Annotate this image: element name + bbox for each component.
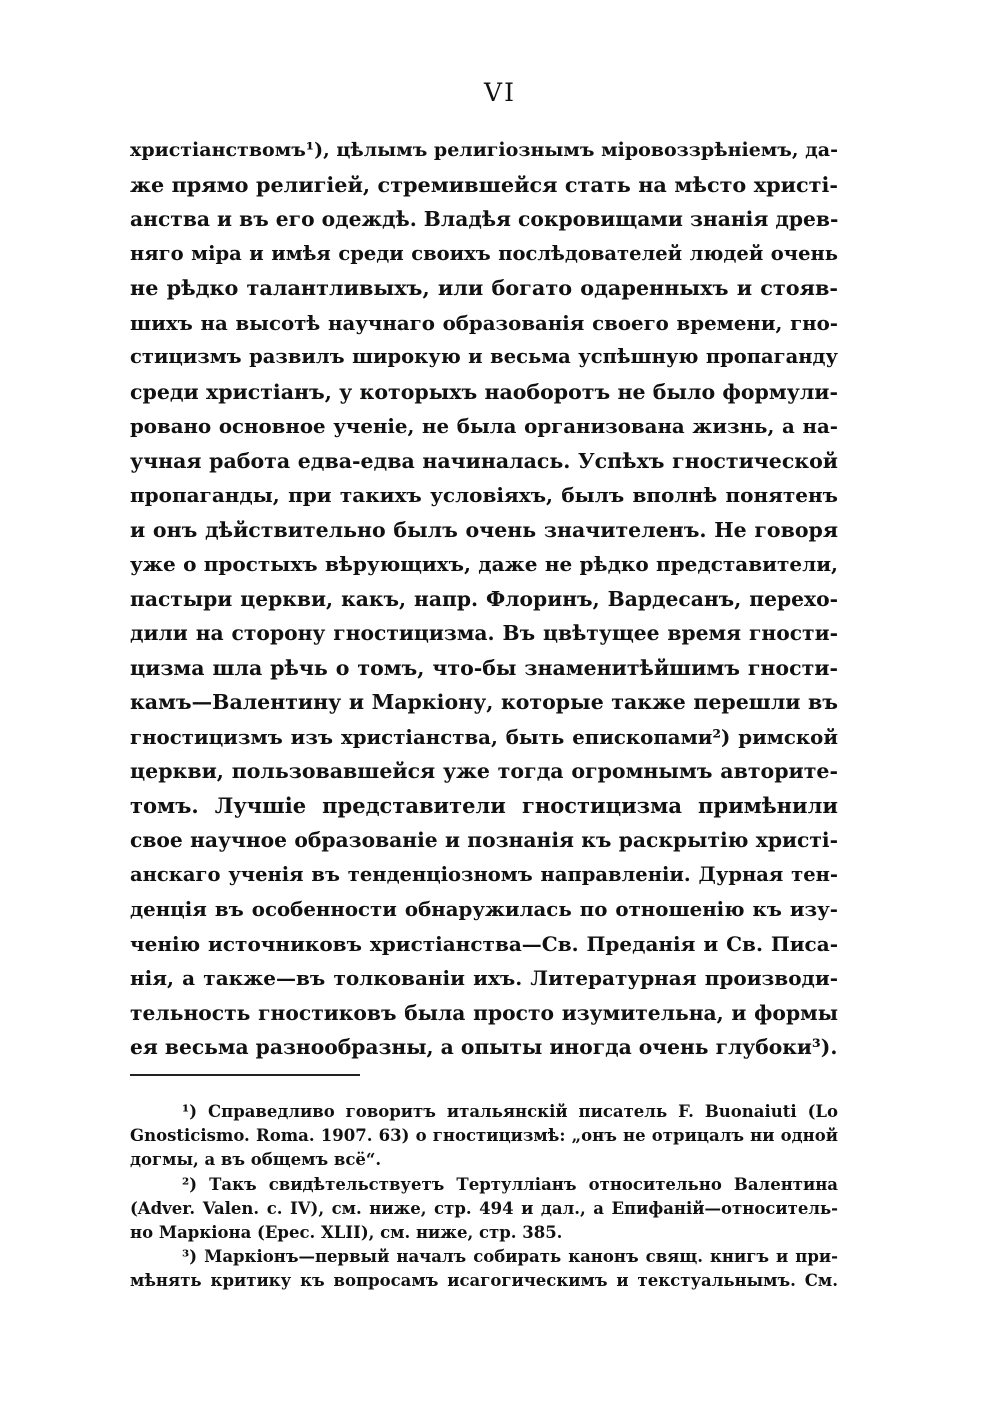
text-line: пропаганды, при такихъ условіяхъ, былъ вполнѣ понятенъ [130, 483, 838, 507]
text-line: цизма шла рѣчь о томъ, что-бы знаменитѣйшимъ гности- [130, 655, 838, 680]
text-line: ея весьма разнообразны, а опыты иногда очень глубоки³). [130, 1035, 838, 1059]
text-line: тельность гностиковъ была просто изумительна, и формы [130, 1000, 838, 1025]
text-line: томъ. Лучшіе представители гностицизма примѣнили [130, 792, 838, 818]
text-line: шихъ на высотѣ научнаго образованія своего времени, гно- [130, 310, 838, 335]
text-line: свое научное образованіе и познанія къ раскрытію христі- [130, 828, 838, 852]
text-line: анства и въ его одеждѣ. Владѣя сокровищами знанія древ- [130, 207, 839, 231]
text-line: христіанствомъ¹), цѣлымъ религіознымъ міровоззрѣніемъ, да- [130, 139, 838, 161]
footnote-line: но Маркіона (Epec. XLII), см. ниже, стр. 385. [130, 1222, 563, 1242]
text-line: среди христіанъ, у которыхъ наоборотъ не было формули- [130, 379, 838, 404]
text-line: камъ—Валентину и Маркіону, которые также перешли въ [130, 690, 838, 714]
text-line: денція въ особенности обнаружилась по отношенію къ изу- [130, 897, 838, 921]
footnote-line: мѣнять критику къ вопросамъ исагогическимъ и текстуальнымъ. См. [130, 1271, 838, 1291]
footnote-divider [130, 1074, 360, 1076]
main-text [130, 133, 838, 1065]
footnote-line: догмы, а въ общемъ всё“. [130, 1150, 382, 1170]
text-line: пастыри церкви, какъ, напр. Флоринъ, Вардесанъ, перехо- [130, 586, 838, 611]
text-line: церкви, пользовавшейся уже тогда огромнымъ авторите- [130, 759, 838, 783]
text-line: ченію источниковъ христіанства—Св. Преданія и Св. Писа- [130, 931, 838, 956]
text-line: стицизмъ развилъ широкую и весьма успѣшную пропаганду [130, 345, 838, 368]
text-line: анскаго ученія въ тенденціозномъ направленіи. Дурная тен- [130, 862, 838, 886]
text-line: же прямо религіей, стремившейся стать на мѣсто христі- [130, 172, 838, 197]
text-line: уже о простыхъ вѣрующихъ, даже не рѣдко представители, [130, 552, 838, 576]
footnote-line: Gnosticismo. Roma. 1907. 63) о гностицизмѣ: „онъ не отрицалъ ни одной [130, 1126, 838, 1146]
footnotes [130, 1100, 838, 1294]
text-line: гностицизмъ изъ христіанства, быть епископами²) римской [130, 724, 838, 749]
text-line: нія, а также—въ толкованіи ихъ. Литературная производи- [130, 966, 838, 990]
footnote-line: ¹) Справедливо говоритъ итальянскій писатель F. Buonaiuti (Lo [182, 1102, 838, 1121]
text-line: и онъ дѣйствительно былъ очень значителенъ. Не говоря [130, 517, 838, 542]
page-number: VI [484, 78, 516, 107]
text-line: дили на сторону гностицизма. Въ цвѣтущее время гности- [130, 621, 838, 645]
footnote-line: ³) Маркіонъ—первый началъ собирать канонъ свящ. книгъ и при- [182, 1247, 838, 1267]
footnote-line: ²) Такъ свидѣтельствуетъ Тертулліанъ относительно Валентина [182, 1174, 838, 1194]
text-line: ровано основное ученіе, не была организована жизнь, а на- [130, 414, 838, 438]
text-line: няго міра и имѣя среди своихъ послѣдователей людей очень [130, 241, 838, 265]
text-line: не рѣдко талантливыхъ, или богато одаренныхъ и стояв- [130, 276, 838, 300]
footnote-line: (Adver. Valen. c. IV), см. ниже, стр. 494 и дал., а Епифаній—относитель- [130, 1198, 838, 1218]
text-line: учная работа едва-едва начиналась. Успѣхъ гностической [130, 448, 838, 473]
